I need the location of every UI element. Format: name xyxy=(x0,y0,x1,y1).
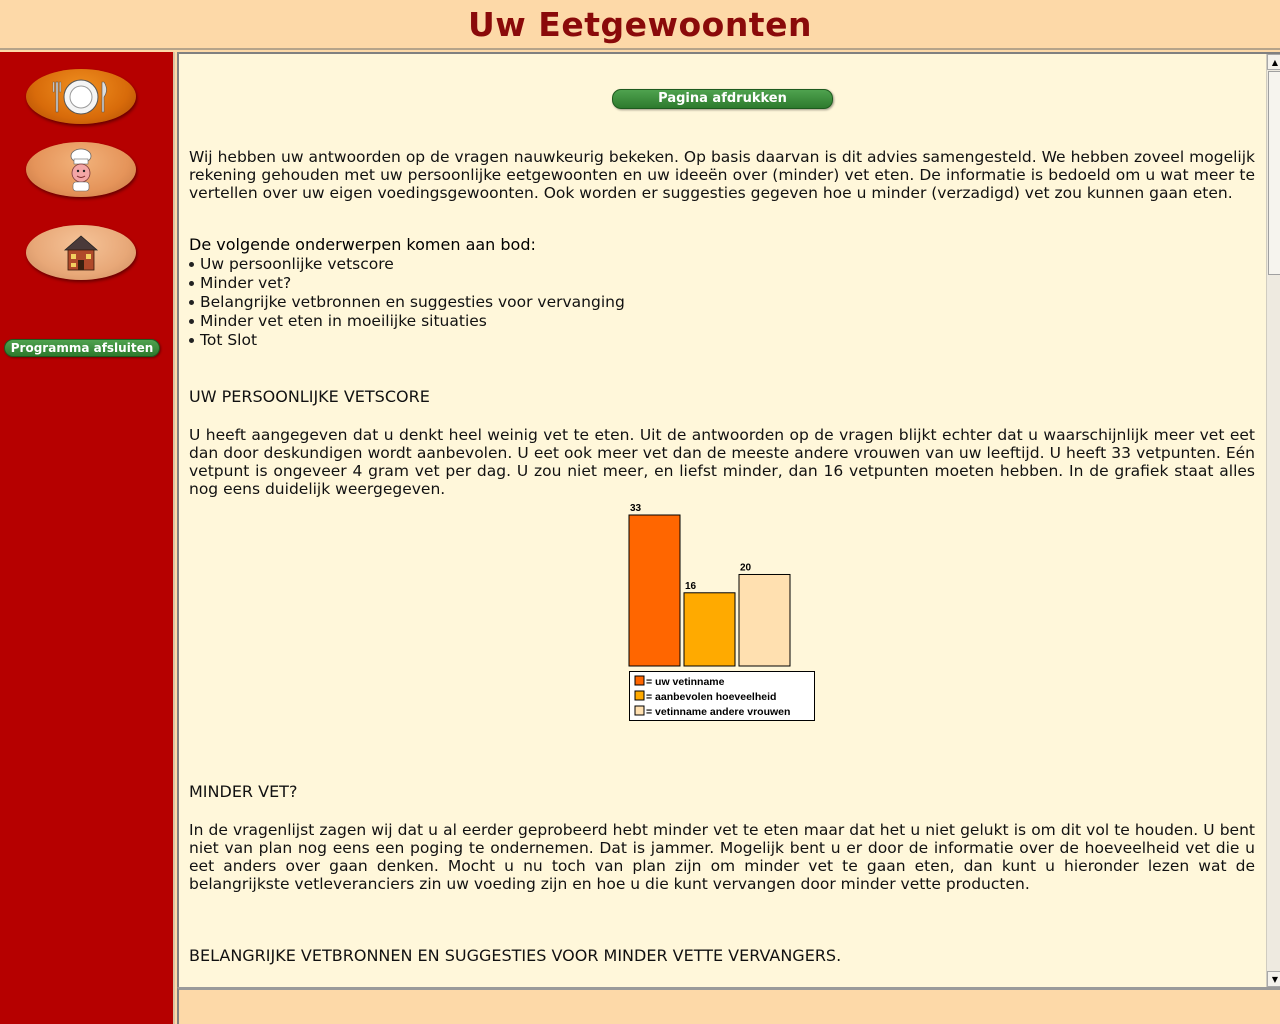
bar-1 xyxy=(684,593,735,666)
scroll-down-icon[interactable]: ▼ xyxy=(1267,971,1280,987)
nav-button-home[interactable] xyxy=(26,225,136,280)
legend-swatch xyxy=(635,706,644,715)
list-item: Belangrijke vetbronnen en suggesties voor vervanging xyxy=(189,293,625,312)
scroll-thumb[interactable] xyxy=(1268,71,1280,275)
bullet-icon xyxy=(189,281,194,286)
bar-value-label: 33 xyxy=(630,503,642,514)
topics-heading: De volgende onderwerpen komen aan bod: xyxy=(189,235,536,254)
bottom-frame xyxy=(177,987,1280,1024)
nav-button-meal[interactable] xyxy=(26,69,136,124)
plate-cutlery-icon xyxy=(49,77,113,117)
list-item: Uw persoonlijke vetscore xyxy=(189,255,625,274)
bar-value-label: 20 xyxy=(740,562,752,574)
bullet-icon xyxy=(189,338,194,343)
list-item: Minder vet? xyxy=(189,274,625,293)
section-title-fat-score: UW PERSOONLIJKE VETSCORE xyxy=(189,387,430,406)
legend-swatch xyxy=(635,691,644,700)
bar-value-label: 16 xyxy=(685,580,697,592)
chef-icon xyxy=(61,148,101,192)
topics-list xyxy=(189,255,625,350)
fat-score-paragraph: U heeft aangegeven dat u denkt heel weinig vet te eten. Uit de antwoorden op de vragen blijkt echter dat u waarschijnlijk meer vet eet dan door deskundigen wordt aanbevolen. U eet ook meer vet dan de meeste andere vrouwen van uw leeftijd. U heeft 33 vetpunten. Eén vetpunt is ongeveer 4 gram vet per dag. U zou niet meer, en liefst minder, dan 16 vetpunten moeten hebben. In de grafiek staat alles nog eens duidelijk weergegeven. xyxy=(189,426,1255,498)
scroll-up-icon[interactable]: ▲ xyxy=(1267,54,1280,70)
list-item: Tot Slot xyxy=(189,331,625,350)
sidebar xyxy=(0,52,175,1024)
print-page-button[interactable]: Pagina afdrukken xyxy=(612,89,833,109)
list-item: Minder vet eten in moeilijke situaties xyxy=(189,312,625,331)
legend-label: = vetinname andere vrouwen xyxy=(646,706,791,718)
legend-label: = uw vetinname xyxy=(646,676,725,688)
advice-content xyxy=(179,54,1264,987)
bullet-icon xyxy=(189,319,194,324)
bullet-icon xyxy=(189,262,194,267)
bullet-icon xyxy=(189,300,194,305)
legend-swatch xyxy=(635,676,644,685)
section-title-fat-sources: BELANGRIJKE VETBRONNEN EN SUGGESTIES VOOR MINDER VETTE VERVANGERS. xyxy=(189,946,842,965)
section-title-less-fat: MINDER VET? xyxy=(189,782,298,801)
nav-button-chef[interactable] xyxy=(26,142,136,197)
less-fat-paragraph: In de vragenlijst zagen wij dat u al eerder geprobeerd hebt minder vet te eten maar dat het u niet gelukt is om dit vol te houden. U bent niet van plan nog eens een poging te ondernemen. Dat is jammer. Mogelijk bent u er door de informatie over de hoeveelheid vet die u eet anders over gaan denken. Mocht u nu toch van plan zijn om minder vet te gaan eten, dan kunt u hieronder lezen wat de belangrijkste vetleveranciers zin uw voeding zijn en hoe u die kunt vervangen door minder vette producten. xyxy=(189,821,1255,893)
house-icon xyxy=(61,234,101,272)
bar-0 xyxy=(629,515,680,666)
quit-program-button[interactable]: Programma afsluiten xyxy=(4,339,160,357)
vertical-scrollbar[interactable] xyxy=(1266,54,1280,987)
page-title: Uw Eetgewoonten xyxy=(468,4,812,44)
fat-score-chart xyxy=(627,500,827,732)
title-bar xyxy=(0,0,1280,50)
intro-paragraph: Wij hebben uw antwoorden op de vragen nauwkeurig bekeken. Op basis daarvan is dit advies samengesteld. We hebben zoveel mogelijk rekening gehouden met uw persoonlijke eetgewoonten en uw ideeën over (minder) vet eten. De informatie is bedoeld om u wat meer te vertellen over uw eigen voedingsgewoonten. Ook worden er suggesties gegeven hoe u minder (verzadigd) vet zou kunnen gaan eten. xyxy=(189,148,1255,202)
content-frame xyxy=(177,52,1280,987)
bar-2 xyxy=(739,574,790,666)
legend-label: = aanbevolen hoeveelheid xyxy=(646,691,777,703)
